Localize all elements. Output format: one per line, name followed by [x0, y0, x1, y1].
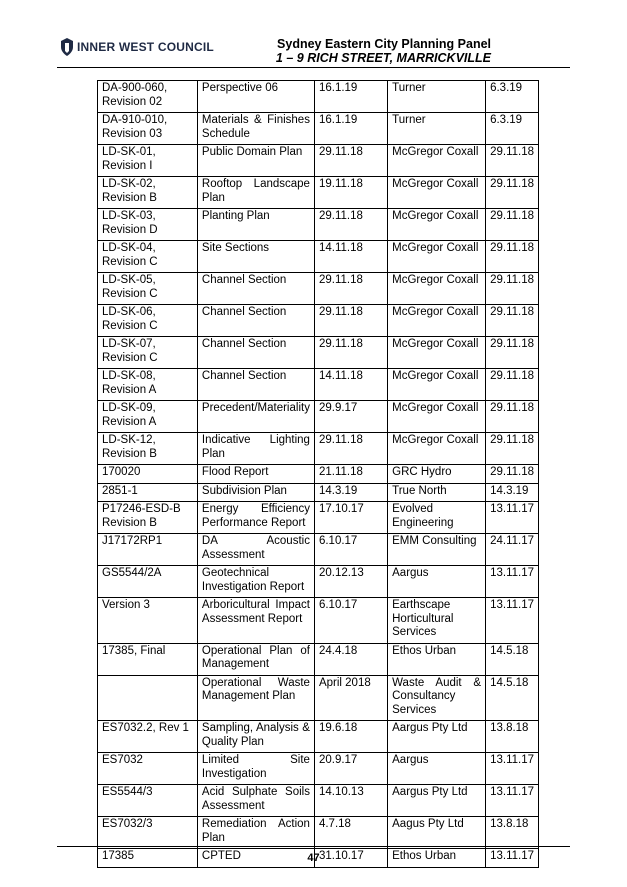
table-row	[98, 113, 539, 145]
date-received-cell: 29.11.18	[486, 241, 539, 273]
page-header	[276, 37, 491, 65]
document-title-cell: Materials & Finishes Schedule	[197, 113, 314, 145]
table-row	[98, 81, 539, 113]
council-crest-icon	[60, 38, 74, 56]
table-row	[98, 209, 539, 241]
date-received-cell: 14.5.18	[486, 643, 539, 675]
document-ref-cell: ES7032.2, Rev 1	[98, 721, 198, 753]
document-title-cell: Indicative Lighting Plan	[197, 433, 314, 465]
prepared-by-cell: McGregor Coxall	[388, 337, 486, 369]
document-title-cell: Planting Plan	[197, 209, 314, 241]
document-ref-cell: ES7032/3	[98, 817, 198, 849]
table-row	[98, 177, 539, 209]
prepared-by-cell: Aargus Pty Ltd	[388, 785, 486, 817]
document-title-cell: Precedent/Materiality	[197, 401, 314, 433]
date-received-cell: 29.11.18	[486, 209, 539, 241]
date-received-cell: 29.11.18	[486, 465, 539, 484]
date-received-cell: 13.11.17	[486, 598, 539, 644]
document-ref-cell: LD-SK-07, Revision C	[98, 337, 198, 369]
prepared-by-cell: Aagus Pty Ltd	[388, 817, 486, 849]
document-ref-cell: DA-910-010, Revision 03	[98, 113, 198, 145]
site-address: 1 – 9 RICH STREET, MARRICKVILLE	[275, 51, 491, 65]
table-row	[98, 483, 539, 502]
prepared-by-cell: Turner	[388, 113, 486, 145]
council-name: INNER WEST COUNCIL	[77, 40, 214, 54]
prepared-by-cell: Ethos Urban	[388, 643, 486, 675]
document-date-cell: 29.11.18	[314, 273, 387, 305]
document-date-cell: 17.10.17	[314, 502, 387, 534]
date-received-cell: 29.11.18	[486, 305, 539, 337]
prepared-by-cell: Aargus	[388, 566, 486, 598]
document-ref-cell: 2851-1	[98, 483, 198, 502]
prepared-by-cell: GRC Hydro	[388, 465, 486, 484]
plans-register-table	[97, 80, 539, 868]
table-row	[98, 401, 539, 433]
date-received-cell: 14.5.18	[486, 675, 539, 721]
document-ref-cell: LD-SK-04, Revision C	[98, 241, 198, 273]
table-row	[98, 566, 539, 598]
document-title-cell: Acid Sulphate Soils Assessment	[197, 785, 314, 817]
date-received-cell: 13.8.18	[486, 817, 539, 849]
document-date-cell: 14.3.19	[314, 483, 387, 502]
document-ref-cell: P17246-ESD-B Revision B	[98, 502, 198, 534]
document-title-cell: Channel Section	[197, 337, 314, 369]
document-title-cell: Rooftop Landscape Plan	[197, 177, 314, 209]
date-received-cell: 29.11.18	[486, 433, 539, 465]
document-ref-cell: LD-SK-03, Revision D	[98, 209, 198, 241]
document-title-cell: Public Domain Plan	[197, 145, 314, 177]
document-date-cell: 16.1.19	[314, 81, 387, 113]
header-divider	[57, 67, 570, 68]
table-row	[98, 643, 539, 675]
prepared-by-cell: Turner	[388, 81, 486, 113]
table-row	[98, 337, 539, 369]
document-date-cell: 14.10.13	[314, 785, 387, 817]
prepared-by-cell: Ethos Urban	[388, 849, 486, 868]
document-ref-cell: 17385, Final	[98, 643, 198, 675]
document-title-cell: Channel Section	[197, 305, 314, 337]
document-title-cell: CPTED	[197, 849, 314, 868]
document-ref-cell: GS5544/2A	[98, 566, 198, 598]
prepared-by-cell: McGregor Coxall	[388, 241, 486, 273]
document-date-cell: 16.1.19	[314, 113, 387, 145]
table-row	[98, 305, 539, 337]
document-title-cell: Arboricultural Impact Assessment Report	[197, 598, 314, 644]
date-received-cell: 13.11.17	[486, 785, 539, 817]
prepared-by-cell: McGregor Coxall	[388, 433, 486, 465]
prepared-by-cell: McGregor Coxall	[388, 145, 486, 177]
table-row	[98, 817, 539, 849]
prepared-by-cell: EMM Consulting	[388, 534, 486, 566]
table-row	[98, 721, 539, 753]
document-ref-cell: 17385	[98, 849, 198, 868]
prepared-by-cell: Aargus	[388, 753, 486, 785]
document-ref-cell: 170020	[98, 465, 198, 484]
date-received-cell: 13.11.17	[486, 753, 539, 785]
table-row	[98, 369, 539, 401]
table-row	[98, 598, 539, 644]
prepared-by-cell: McGregor Coxall	[388, 305, 486, 337]
document-date-cell: 31.10.17	[314, 849, 387, 868]
document-title-cell: Remediation Action Plan	[197, 817, 314, 849]
date-received-cell: 14.3.19	[486, 483, 539, 502]
prepared-by-cell: McGregor Coxall	[388, 369, 486, 401]
prepared-by-cell: McGregor Coxall	[388, 177, 486, 209]
document-title-cell: DA Acoustic Assessment	[197, 534, 314, 566]
document-title-cell: Channel Section	[197, 273, 314, 305]
date-received-cell: 13.11.17	[486, 566, 539, 598]
table-row	[98, 145, 539, 177]
table-row	[98, 433, 539, 465]
document-date-cell: 6.10.17	[314, 598, 387, 644]
table-row	[98, 675, 539, 721]
date-received-cell: 29.11.18	[486, 177, 539, 209]
document-ref-cell	[98, 675, 198, 721]
date-received-cell: 29.11.18	[486, 337, 539, 369]
page-number: 47	[307, 852, 320, 864]
date-received-cell: 6.3.19	[486, 113, 539, 145]
document-title-cell: Geotechnical Investigation Report	[197, 566, 314, 598]
document-ref-cell: LD-SK-09, Revision A	[98, 401, 198, 433]
date-received-cell: 13.8.18	[486, 721, 539, 753]
council-logo	[60, 38, 214, 56]
document-title-cell: Operational Waste Management Plan	[197, 675, 314, 721]
document-ref-cell: J17172RP1	[98, 534, 198, 566]
document-ref-cell: LD-SK-02, Revision B	[98, 177, 198, 209]
document-ref-cell: Version 3	[98, 598, 198, 644]
document-date-cell: 14.11.18	[314, 241, 387, 273]
prepared-by-cell: McGregor Coxall	[388, 273, 486, 305]
table-body	[98, 81, 539, 868]
document-title-cell: Energy Efficiency Performance Report	[197, 502, 314, 534]
document-title-cell: Sampling, Analysis & Quality Plan	[197, 721, 314, 753]
prepared-by-cell: True North	[388, 483, 486, 502]
document-date-cell: 29.11.18	[314, 433, 387, 465]
table-row	[98, 502, 539, 534]
document-title-cell: Operational Plan of Management	[197, 643, 314, 675]
document-ref-cell: LD-SK-12, Revision B	[98, 433, 198, 465]
document-date-cell: 14.11.18	[314, 369, 387, 401]
date-received-cell: 13.11.17	[486, 849, 539, 868]
prepared-by-cell: Aargus Pty Ltd	[388, 721, 486, 753]
table-row	[98, 465, 539, 484]
date-received-cell: 29.11.18	[486, 145, 539, 177]
prepared-by-cell: McGregor Coxall	[388, 209, 486, 241]
table-row	[98, 785, 539, 817]
document-ref-cell: LD-SK-05, Revision C	[98, 273, 198, 305]
table-row	[98, 753, 539, 785]
document-date-cell: 20.9.17	[314, 753, 387, 785]
document-date-cell: 29.11.18	[314, 209, 387, 241]
document-date-cell: 29.11.18	[314, 305, 387, 337]
document-title-cell: Limited Site Investigation	[197, 753, 314, 785]
prepared-by-cell: Evolved Engineering	[388, 502, 486, 534]
document-ref-cell: LD-SK-06, Revision C	[98, 305, 198, 337]
document-ref-cell: LD-SK-01, Revision I	[98, 145, 198, 177]
document-date-cell: 4.7.18	[314, 817, 387, 849]
document-date-cell: April 2018	[314, 675, 387, 721]
date-received-cell: 29.11.18	[486, 401, 539, 433]
document-ref-cell: LD-SK-08, Revision A	[98, 369, 198, 401]
document-ref-cell: ES5544/3	[98, 785, 198, 817]
date-received-cell: 6.3.19	[486, 81, 539, 113]
date-received-cell: 13.11.17	[486, 502, 539, 534]
document-date-cell: 19.6.18	[314, 721, 387, 753]
document-title-cell: Site Sections	[197, 241, 314, 273]
document-title-cell: Flood Report	[197, 465, 314, 484]
document-date-cell: 29.9.17	[314, 401, 387, 433]
document-date-cell: 24.4.18	[314, 643, 387, 675]
date-received-cell: 29.11.18	[486, 273, 539, 305]
document-date-cell: 29.11.18	[314, 337, 387, 369]
document-date-cell: 20.12.13	[314, 566, 387, 598]
table-row	[98, 241, 539, 273]
document-date-cell: 29.11.18	[314, 145, 387, 177]
document-ref-cell: DA-900-060, Revision 02	[98, 81, 198, 113]
prepared-by-cell: McGregor Coxall	[388, 401, 486, 433]
prepared-by-cell: Earthscape Horticultural Services	[388, 598, 486, 644]
date-received-cell: 29.11.18	[486, 369, 539, 401]
table-row	[98, 534, 539, 566]
document-title-cell: Channel Section	[197, 369, 314, 401]
date-received-cell: 24.11.17	[486, 534, 539, 566]
document-date-cell: 19.11.18	[314, 177, 387, 209]
document-title-cell: Perspective 06	[197, 81, 314, 113]
prepared-by-cell: Waste Audit & Consultancy Services	[388, 675, 486, 721]
table-row	[98, 273, 539, 305]
document-date-cell: 6.10.17	[314, 534, 387, 566]
footer-divider	[57, 846, 570, 847]
panel-title: Sydney Eastern City Planning Panel	[277, 37, 491, 51]
document-title-cell: Subdivision Plan	[197, 483, 314, 502]
document-ref-cell: ES7032	[98, 753, 198, 785]
document-date-cell: 21.11.18	[314, 465, 387, 484]
